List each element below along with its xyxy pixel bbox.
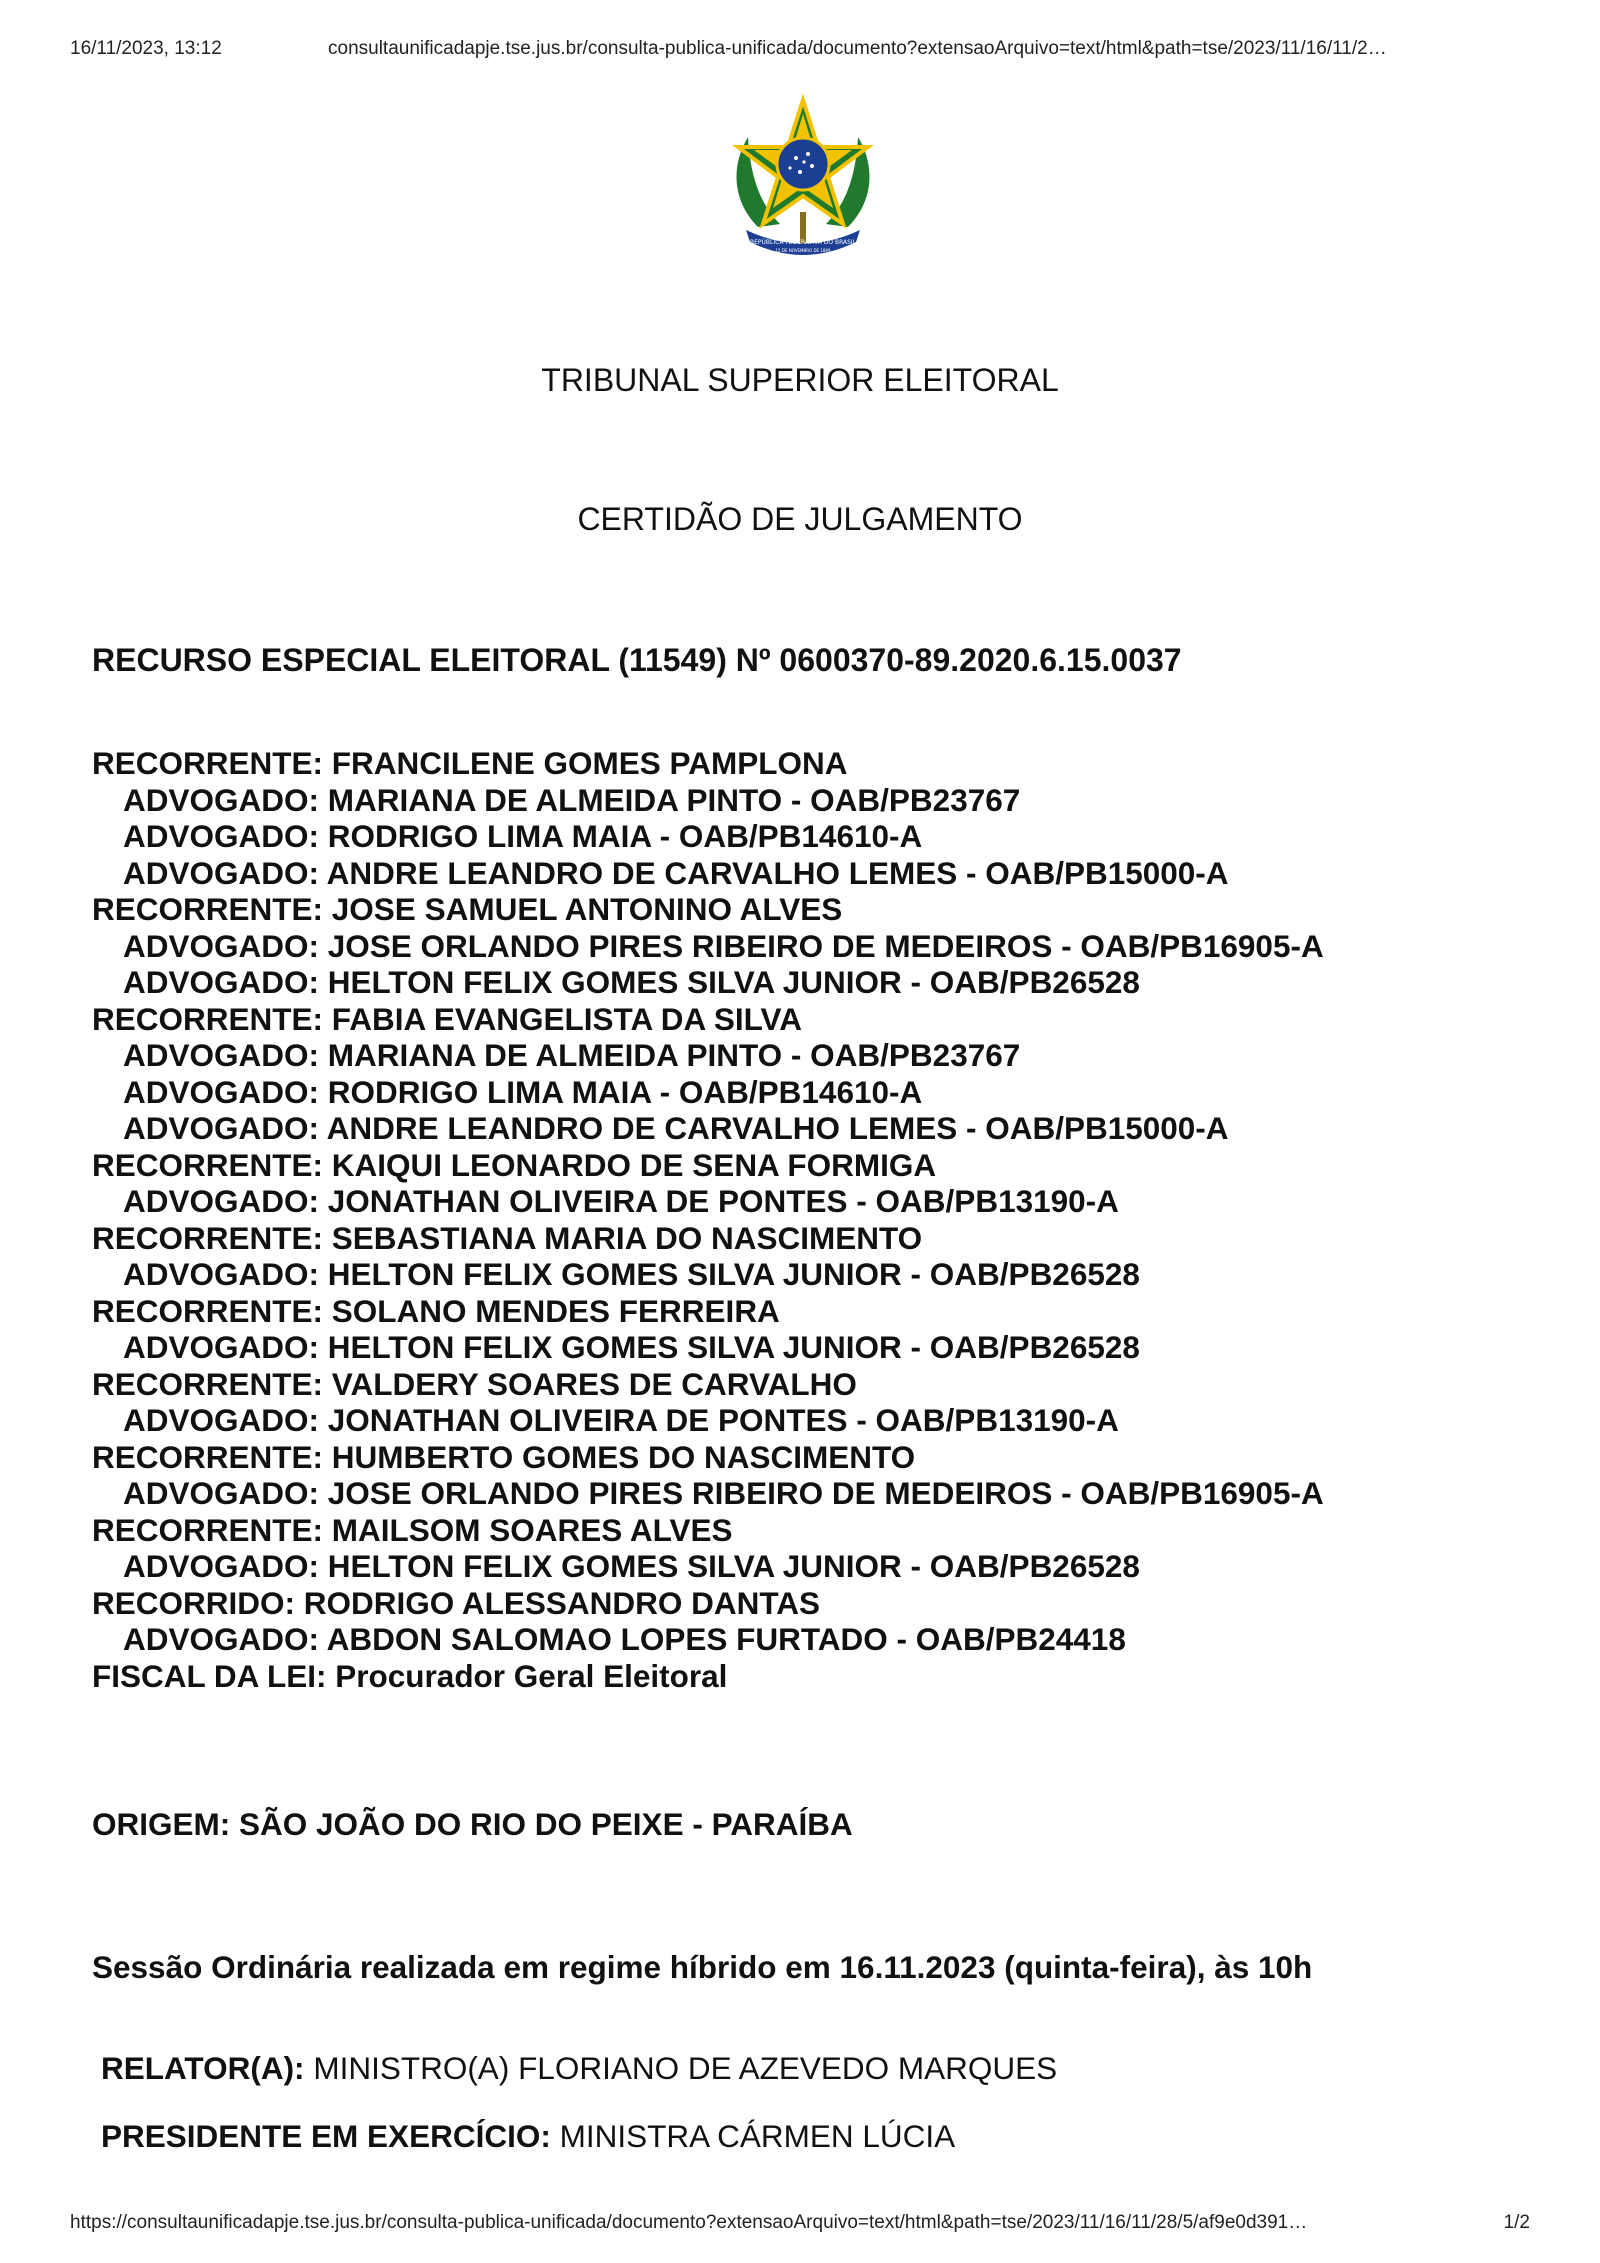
emblem-date-text: 15 DE NOVEMBRO DE 1889 [775, 248, 831, 253]
party-name: FABIA EVANGELISTA DA SILVA [331, 1000, 802, 1037]
party-role-label: ADVOGADO: [123, 1073, 319, 1110]
parties-list [92, 745, 1324, 1694]
party-line [92, 1220, 1324, 1257]
party-name: MARIANA DE ALMEIDA PINTO - OAB/PB23767 [327, 781, 1021, 818]
party-name: HELTON FELIX GOMES SILVA JUNIOR - OAB/PB26528 [327, 1548, 1140, 1584]
party-name: JOSE ORLANDO PIRES RIBEIRO DE MEDEIROS - OAB/PB16905-A [327, 927, 1324, 964]
president-value: MINISTRA CÁRMEN LÚCIA [559, 2118, 956, 2154]
party-role-label: RECORRENTE: [92, 1219, 324, 1256]
party-line [92, 1110, 1324, 1147]
party-role-label: RECORRENTE: [92, 891, 324, 927]
party-role-label: ADVOGADO: [123, 854, 319, 891]
party-name: JONATHAN OLIVEIRA DE PONTES - OAB/PB13190-A [327, 1183, 1119, 1219]
emblem-ribbon-text: REPÚBLICA FEDERATIVA DO BRASIL [749, 239, 857, 246]
party-line [92, 745, 1324, 782]
party-line [92, 928, 1324, 965]
case-number: RECURSO ESPECIAL ELEITORAL (11549) Nº 0600370-89.2020.6.15.0037 [92, 642, 1182, 678]
party-role-label: ADVOGADO: [123, 1621, 319, 1657]
party-role-label: ADVOGADO: [123, 1402, 319, 1438]
party-role-label: ADVOGADO: [123, 1256, 319, 1292]
party-line [92, 1439, 1324, 1476]
party-name: RODRIGO LIMA MAIA - OAB/PB14610-A [327, 818, 923, 854]
print-datetime: 16/11/2023, 13:12 [70, 38, 222, 59]
print-header-url: consultaunificadapje.tse.jus.br/consulta-publica-unificada/documento?extensaoArquivo=text/html&path=tse/2023/11/16/11/2… [328, 38, 1387, 59]
page-number: 1/2 [1503, 2212, 1530, 2233]
party-line [92, 1512, 1324, 1549]
party-role-label: ADVOGADO: [123, 964, 319, 1000]
party-name: JOSE ORLANDO PIRES RIBEIRO DE MEDEIROS - OAB/PB16905-A [327, 1475, 1324, 1511]
party-name: JONATHAN OLIVEIRA DE PONTES - OAB/PB13190-A [327, 1402, 1119, 1438]
party-role-label: RECORRENTE: [92, 1000, 324, 1037]
party-role-label: RECORRENTE: [92, 745, 324, 781]
party-name: MARIANA DE ALMEIDA PINTO - OAB/PB23767 [327, 1037, 1021, 1073]
party-name: FRANCILENE GOMES PAMPLONA [331, 745, 848, 781]
court-title: TRIBUNAL SUPERIOR ELEITORAL [541, 362, 1059, 398]
party-line [92, 1658, 1324, 1695]
party-line [92, 782, 1324, 819]
party-line [92, 1475, 1324, 1512]
party-name: MAILSOM SOARES ALVES [331, 1511, 733, 1548]
coat-of-arms-icon [718, 92, 888, 262]
party-line [92, 1548, 1324, 1585]
origin-line: ORIGEM: SÃO JOÃO DO RIO DO PEIXE - PARAÍBA [92, 1806, 853, 1842]
party-name: KAIQUI LEONARDO DE SENA FORMIGA [331, 1146, 937, 1183]
party-role-label: FISCAL DA LEI: [92, 1657, 327, 1694]
party-role-label: RECORRENTE: [92, 1365, 324, 1402]
party-name: RODRIGO ALESSANDRO DANTAS [303, 1584, 821, 1621]
party-role-label: ADVOGADO: [123, 818, 319, 854]
party-name: ANDRE LEANDRO DE CARVALHO LEMES - OAB/PB15000-A [326, 854, 1229, 891]
party-name: Procurador Geral Eleitoral [335, 1657, 728, 1694]
party-line [92, 1293, 1324, 1330]
party-line [92, 964, 1324, 1001]
party-name: SOLANO MENDES FERREIRA [331, 1292, 780, 1329]
rapporteur-label: RELATOR(A): [101, 2050, 305, 2086]
party-line [92, 1366, 1324, 1403]
session-line: Sessão Ordinária realizada em regime híbrido em 16.11.2023 (quinta-feira), às 10h [92, 1949, 1313, 1985]
party-role-label: ADVOGADO: [123, 1475, 319, 1511]
party-role-label: ADVOGADO: [123, 781, 319, 818]
rapporteur-value: MINISTRO(A) FLORIANO DE AZEVEDO MARQUES [313, 2050, 1058, 2086]
party-role-label: ADVOGADO: [123, 927, 319, 964]
rapporteur-line [101, 2050, 1057, 2087]
party-line [92, 1256, 1324, 1293]
party-role-label: ADVOGADO: [123, 1329, 319, 1365]
party-line [92, 1001, 1324, 1038]
party-name: HUMBERTO GOMES DO NASCIMENTO [331, 1438, 916, 1475]
party-name: RODRIGO LIMA MAIA - OAB/PB14610-A [327, 1073, 923, 1110]
party-name: HELTON FELIX GOMES SILVA JUNIOR - OAB/PB26528 [327, 964, 1140, 1000]
party-role-label: ADVOGADO: [123, 1548, 319, 1584]
party-role-label: RECORRENTE: [92, 1292, 324, 1329]
president-label: PRESIDENTE EM EXERCÍCIO: [101, 2118, 551, 2154]
party-name: ABDON SALOMAO LOPES FURTADO - OAB/PB24418 [326, 1621, 1126, 1657]
party-line [92, 1402, 1324, 1439]
president-line [101, 2118, 955, 2155]
print-header [70, 38, 1530, 62]
print-footer-url: https://consultaunificadapje.tse.jus.br/consulta-publica-unificada/documento?extensaoArquivo=text/html&path=tse/2023/11/16/11/28/5/af9e0d391… [70, 2212, 1308, 2233]
party-line [92, 1585, 1324, 1622]
document-title: CERTIDÃO DE JULGAMENTO [577, 501, 1023, 537]
print-footer [70, 2212, 1530, 2236]
party-role-label: RECORRIDO: [92, 1584, 295, 1621]
party-role-label: RECORRENTE: [92, 1438, 324, 1475]
party-role-label: ADVOGADO: [123, 1110, 319, 1146]
party-name: HELTON FELIX GOMES SILVA JUNIOR - OAB/PB26528 [327, 1329, 1140, 1365]
party-line [92, 855, 1324, 892]
party-name: ANDRE LEANDRO DE CARVALHO LEMES - OAB/PB15000-A [326, 1110, 1229, 1146]
party-line [92, 1074, 1324, 1111]
party-line [92, 1329, 1324, 1366]
party-role-label: ADVOGADO: [123, 1183, 319, 1219]
party-name: JOSE SAMUEL ANTONINO ALVES [331, 891, 843, 927]
party-line [92, 818, 1324, 855]
party-line [92, 1147, 1324, 1184]
party-role-label: RECORRENTE: [92, 1146, 324, 1183]
party-line [92, 891, 1324, 928]
party-line [92, 1621, 1324, 1658]
party-name: VALDERY SOARES DE CARVALHO [331, 1365, 857, 1402]
party-name: SEBASTIANA MARIA DO NASCIMENTO [331, 1219, 923, 1256]
party-line [92, 1037, 1324, 1074]
party-name: HELTON FELIX GOMES SILVA JUNIOR - OAB/PB26528 [327, 1256, 1140, 1292]
party-line [92, 1183, 1324, 1220]
party-role-label: RECORRENTE: [92, 1511, 324, 1548]
party-role-label: ADVOGADO: [123, 1037, 319, 1073]
